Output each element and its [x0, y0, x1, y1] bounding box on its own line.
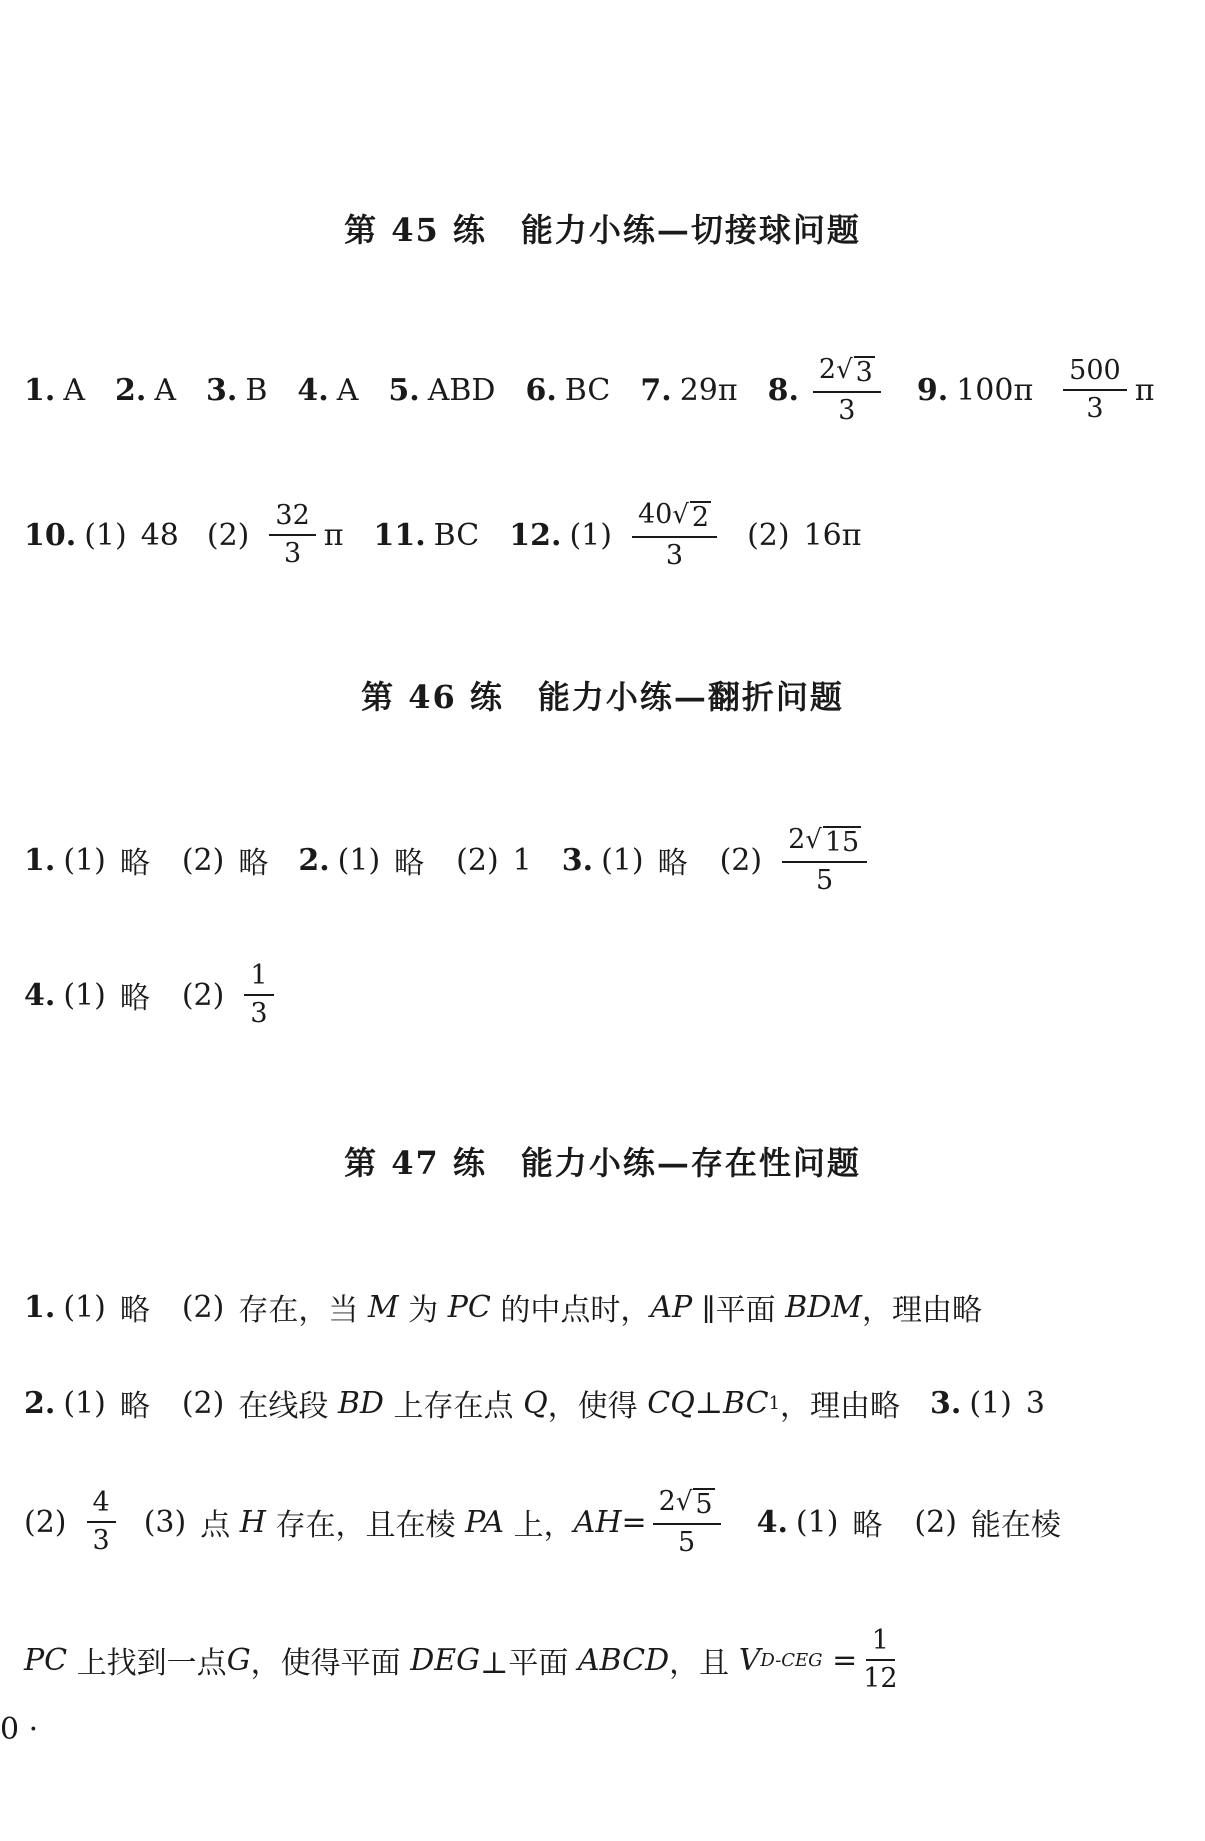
fraction: $\frac{500}{3}$	[1063, 356, 1127, 423]
fraction: $\frac{1}{3}$	[244, 961, 273, 1028]
s47-q3-cont: (2) $\frac{4}{3}$ (3) 点 H 存在，且在棱 PA 上， AH = 2 √ 5 5	[24, 1487, 727, 1557]
s45-q2: 2. A	[115, 372, 176, 408]
s46-q2: 2. (1) 略 (2) 1	[298, 842, 532, 881]
s45-q10: 10. (1) 48 (2) $\frac{32}{3}$ π	[24, 500, 344, 569]
s46-q4: 4. (1) 略 (2) $\frac{1}{3}$	[24, 961, 280, 1028]
s45-line-2	[24, 500, 1165, 570]
s46-line-1	[24, 820, 1165, 900]
s45-line-1	[24, 355, 1165, 425]
s47-line-1	[24, 1282, 1165, 1332]
page-number: 0 ·	[0, 1712, 39, 1747]
s47-q4-start: 4. (1) 略 (2) 能在棱	[756, 1504, 1061, 1543]
s46-q3: 3. (1) 略 (2) 2 √ 15 5	[562, 825, 873, 895]
s46-q1: 1. (1) 略 (2) 略	[24, 842, 269, 881]
s45-q6: 6. BC	[525, 372, 611, 408]
s47-q4-cont: PC 上找到一点 G ，使得平面 DEG ⊥平面 ABCD ，且 V D-CEG = $\frac{1}{12}$	[24, 1625, 898, 1694]
s45-q7: 7. 29π	[640, 372, 738, 408]
fraction: 40 √ 2 3	[632, 500, 717, 570]
fraction: $\frac{32}{3}$	[269, 501, 315, 568]
section-46-title: 第 46 练 能力小练—翻折问题	[361, 678, 844, 716]
s47-q2: 2. (1) 略 (2) 在线段 BD 上存在点 Q ，使得 CQ ⊥ BC 1 ，理由略	[24, 1385, 901, 1424]
s45-q9: 9. 100π $\frac{500}{3}$ π	[916, 355, 1155, 424]
section-47-title: 第 47 练 能力小练—存在性问题	[344, 1144, 861, 1182]
s45-q12: 12. (1) 40 √ 2 3 (2) 16π	[509, 498, 862, 571]
s45-q3: 3. B	[206, 372, 268, 408]
fraction: 2 √ 3 3	[813, 355, 881, 425]
s45-q4: 4. A	[297, 372, 359, 408]
s47-line-4	[24, 1620, 1165, 1700]
s46-line-2	[24, 955, 1165, 1035]
s45-q5: 5. ABD	[388, 372, 496, 408]
s45-q11: 11. BC	[373, 517, 480, 553]
s45-q8: 8. 2 √ 3 3	[768, 355, 887, 425]
s47-q3-start: 3. (1) 3	[930, 1385, 1045, 1421]
fraction: $\frac{4}{3}$	[87, 1488, 116, 1555]
s47-line-2	[24, 1378, 1165, 1428]
fraction: 2 √ 15 5	[782, 825, 867, 895]
s47-q1: 1. (1) 略 (2) 存在，当 M 为 PC 的中点时， AP ∥平面 BDM ，理由略	[24, 1289, 983, 1328]
fraction: $\frac{1}{12}$	[863, 1625, 898, 1694]
s45-q1: 1. A	[24, 372, 85, 408]
section-45-title: 第 45 练 能力小练—切接球问题	[344, 211, 861, 249]
fraction: 2 √ 5 5	[653, 1487, 721, 1557]
s47-line-3	[24, 1482, 1165, 1562]
